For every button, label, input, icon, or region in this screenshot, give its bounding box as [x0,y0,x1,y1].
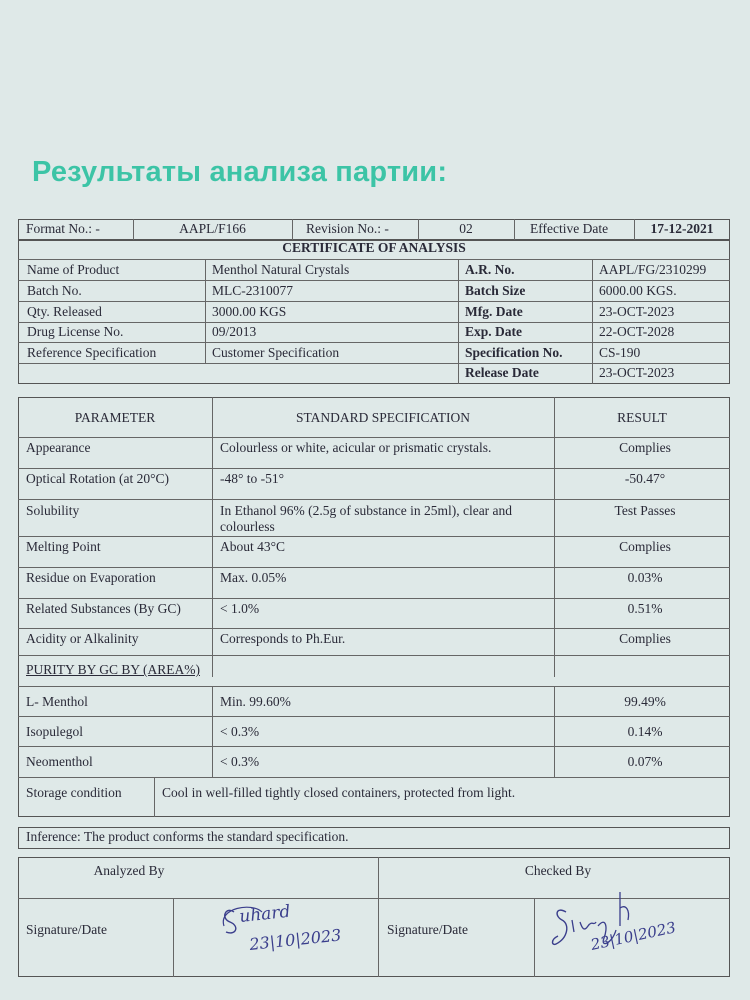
page-heading: Результаты анализа партии: [32,156,448,188]
parameter-result: 0.03% [627,570,663,585]
svg-text:uhard: uhard [238,901,292,927]
parameter-name: Solubility [26,503,80,518]
effective-date-value: 17-12-2021 [650,221,714,236]
info-label: A.R. No. [465,262,515,277]
info-value: 09/2013 [212,324,257,339]
info-value: 23-OCT-2023 [599,304,675,319]
column-header-parameter: PARAMETER [74,410,156,425]
info-value: Customer Specification [212,345,340,360]
storage-value: Cool in well-filled tightly closed containers, protected from light. [162,785,516,800]
checker-signature [548,886,708,958]
parameter-name: Related Substances (By GC) [26,601,181,616]
purity-result: 0.14% [627,724,663,739]
info-label: Batch No. [27,283,82,298]
parameter-spec: Colourless or white, acicular or prismatic crystals. [220,440,492,455]
purity-result: 99.49% [624,694,666,709]
analyst-signature [222,898,372,960]
parameter-name: Melting Point [26,539,101,554]
info-value: 6000.00 KGS. [599,283,677,298]
purity-result: 0.07% [627,754,663,769]
certificate-title: CERTIFICATE OF ANALYSIS [282,240,466,255]
revision-value: 02 [459,221,473,236]
purity-spec: < 0.3% [220,754,260,769]
info-value: MLC-2310077 [212,283,293,298]
info-label: Name of Product [27,262,120,277]
parameter-result: Test Passes [614,503,676,518]
parameter-spec: < 1.0% [220,601,260,616]
column-header-result: RESULT [617,410,667,425]
parameter-spec: -48° to -51° [220,471,285,486]
info-value: CS-190 [599,345,641,360]
purity-spec: < 0.3% [220,724,260,739]
format-label: Format No.: - [26,221,100,236]
signature-date-label: Signature/Date [26,922,107,937]
svg-text:23|10|2023: 23|10|2023 [589,918,678,954]
info-label: Reference Specification [27,345,157,360]
parameter-spec: Max. 0.05% [220,570,287,585]
parameter-result: Complies [619,631,671,646]
purity-heading: PURITY BY GC BY (AREA%) [26,662,200,677]
storage-label: Storage condition [26,785,122,800]
parameter-result: Complies [619,440,671,455]
info-value: Menthol Natural Crystals [212,262,350,277]
info-label: Qty. Released [27,304,102,319]
info-value: 23-OCT-2023 [599,365,675,380]
parameter-result: -50.47° [624,471,666,486]
effective-date-label: Effective Date [530,221,609,236]
parameter-spec: In Ethanol 96% (2.5g of substance in 25ml), clear and colourless [220,503,513,534]
info-value: 22-OCT-2028 [599,324,675,339]
info-label: Batch Size [465,283,526,298]
column-header-specification: STANDARD SPECIFICATION [295,410,471,425]
purity-name: Neomenthol [26,754,93,769]
info-value: AAPL/FG/2310299 [599,262,707,277]
parameter-spec: Corresponds to Ph.Eur. [220,631,346,646]
info-label: Specification No. [465,345,563,360]
parameter-name: Acidity or Alkalinity [26,631,139,646]
signature-date-label: Signature/Date [387,922,468,937]
info-label: Exp. Date [465,324,522,339]
purity-spec: Min. 99.60% [220,694,291,709]
parameter-result: Complies [619,539,671,554]
svg-text:23|10|2023: 23|10|2023 [248,925,343,954]
info-label: Drug License No. [27,324,124,339]
revision-label: Revision No.: - [306,221,389,236]
format-value: AAPL/F166 [179,221,246,236]
info-label: Release Date [465,365,539,380]
info-label: Mfg. Date [465,304,523,319]
analyzed-by-label: Analyzed By [93,863,165,878]
parameter-name: Residue on Evaporation [26,570,156,585]
checked-by-label: Checked By [524,863,592,878]
parameter-spec: About 43°C [220,539,286,554]
parameter-result: 0.51% [627,601,663,616]
parameter-name: Appearance [26,440,91,455]
purity-name: Isopulegol [26,724,83,739]
info-value: 3000.00 KGS [212,304,287,319]
parameter-name: Optical Rotation (at 20°C) [26,471,169,486]
inference-text: Inference: The product conforms the standard specification. [26,829,349,844]
purity-name: L- Menthol [26,694,88,709]
